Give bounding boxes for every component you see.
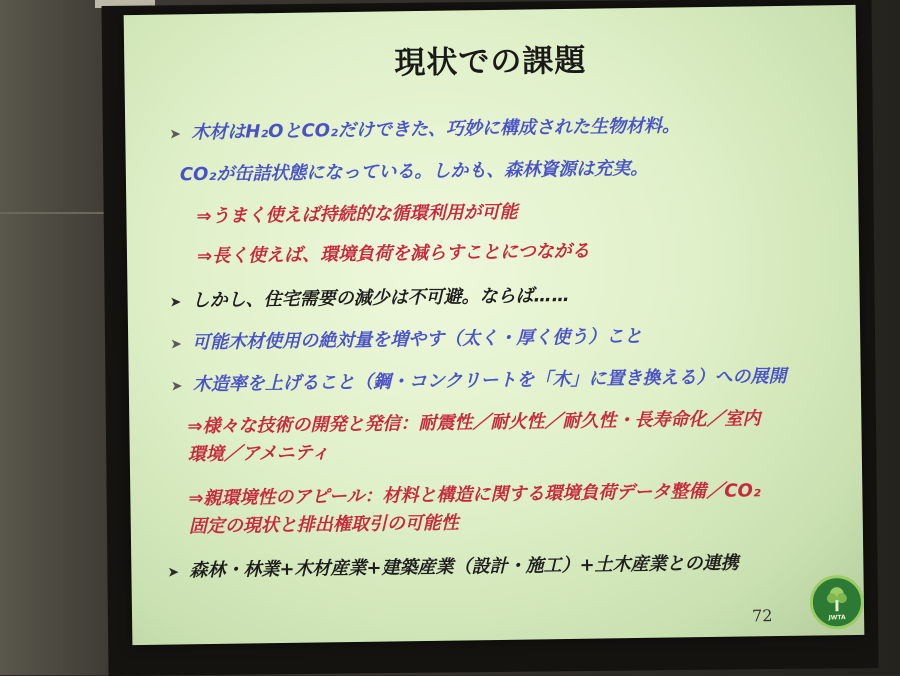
line-text: 森林・林業+木材産業+建築産業（設計・施工）+土木産業との連携 <box>189 552 739 582</box>
projected-slide <box>124 5 865 645</box>
line-text: ⇒親環境性のアピール：材料と構造に関する環境負荷データ整備／CO₂ <box>188 480 761 510</box>
bullet-line-2 <box>180 154 649 187</box>
sub-line-3 <box>187 404 760 438</box>
sub-line-4-cont <box>189 509 459 539</box>
page-number: 72 <box>751 606 773 626</box>
bullet-line-5 <box>171 362 787 397</box>
line-text: 環境／アメニティ <box>187 442 330 466</box>
line-text: 可能木材使用の絶対量を増やす（太く・厚く使う）こと <box>192 325 643 354</box>
bullet-arrow-icon: ➤ <box>167 564 180 581</box>
line-text: 木材はH₂OとCO₂だけできた、巧妙に構成された生物材料。 <box>191 115 681 144</box>
organization-logo <box>810 575 865 630</box>
bullet-arrow-icon: ➤ <box>169 294 182 311</box>
sub-line-1 <box>196 198 517 228</box>
line-text: 木造率を上げること（鋼・コンクリートを「木」に置き換える）への展開 <box>192 365 787 396</box>
line-text: ⇒様々な技術の開発と発信：耐震性／耐火性／耐久性・長寿命化／室内 <box>187 408 761 438</box>
logo-text: JWTA <box>828 614 846 622</box>
line-text: ⇒うまく使えば持続的な循環利用が可能 <box>196 201 518 228</box>
tree-icon <box>826 586 848 612</box>
sub-line-3-cont <box>188 438 330 466</box>
bullet-line-4 <box>170 322 642 355</box>
bullet-arrow-icon: ➤ <box>170 336 183 353</box>
bullet-arrow-icon: ➤ <box>170 378 183 395</box>
bullet-arrow-icon: ➤ <box>169 126 182 143</box>
sub-line-2 <box>197 237 590 268</box>
bullet-line-6 <box>167 549 739 583</box>
line-text: ⇒長く使えば、環境負荷を減らすことにつながる <box>196 240 590 268</box>
line-text: CO₂が缶詰状態になっている。しかも、森林資源は充実。 <box>179 157 649 186</box>
sub-line-4 <box>188 476 761 510</box>
line-text: 固定の現状と排出権取引の可能性 <box>188 512 459 538</box>
slide-title: 現状での課題 <box>394 42 587 82</box>
bullet-line-1 <box>169 111 680 144</box>
line-text: しかし、住宅需要の減少は不可避。ならば…… <box>191 284 570 312</box>
bullet-line-3 <box>169 281 569 313</box>
